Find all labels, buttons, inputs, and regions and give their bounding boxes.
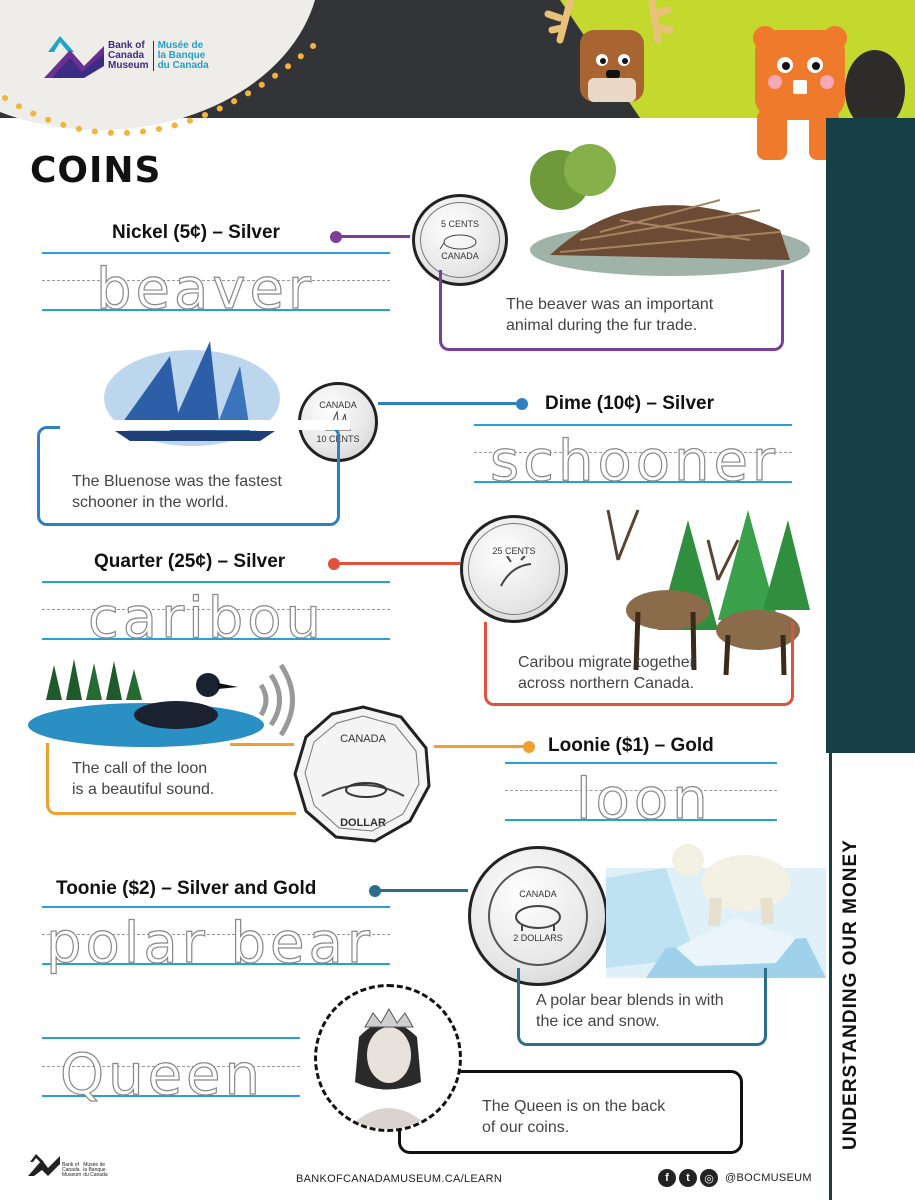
queen-portrait — [314, 984, 462, 1132]
fact-dime: The Bluenose was the fastest schooner in the world. — [72, 473, 282, 511]
coin-name-loonie: Loonie ($1) – Gold — [548, 735, 714, 756]
trace-word-polar-bear: polar bear — [46, 911, 374, 976]
footer-url-link[interactable]: BANKOFCANADAMUSEUM.CA/LEARN — [296, 1173, 503, 1185]
quarter-coin: 25 CENTS — [460, 515, 568, 623]
moose-character-icon — [540, 0, 680, 110]
instagram-icon[interactable]: ◎ — [700, 1169, 718, 1187]
fact-queen: The Queen is on the back of our coins. — [482, 1098, 666, 1136]
facebook-icon[interactable]: f — [658, 1169, 676, 1187]
coin-name-dime: Dime (10¢) – Silver — [545, 393, 714, 414]
logo-text-fr: Musée de la Banque du Canada — [157, 40, 209, 71]
social-links — [658, 1169, 812, 1187]
coin-name-quarter: Quarter (25¢) – Silver — [94, 551, 286, 572]
twitter-icon[interactable]: t — [679, 1169, 697, 1187]
nickel-coin: 5 CENTS CANADA — [412, 194, 508, 286]
museum-logo[interactable] — [44, 32, 209, 80]
fact-nickel: The beaver was an important animal during the fur trade. — [506, 296, 714, 334]
polar-bear-image — [606, 838, 826, 978]
logo-mark-icon — [44, 32, 106, 80]
beaver-icon — [438, 229, 482, 251]
queen-icon — [317, 987, 459, 1129]
fact-loonie: The call of the loon is a beautiful sound. — [72, 760, 215, 798]
loonie-coin — [292, 704, 434, 846]
side-band — [826, 118, 915, 753]
trace-word-beaver: beaver — [96, 257, 315, 322]
caribou-icon — [491, 556, 537, 592]
trace-word-schooner: schooner — [490, 429, 779, 494]
trace-word-loon: loon — [576, 767, 712, 832]
footer-logo-mark-icon — [28, 1150, 60, 1178]
fact-toonie: A polar bear blends in with the ice and snow. — [536, 992, 724, 1030]
loon-image — [26, 655, 301, 750]
logo-text-en: Bank of Canada Museum — [108, 40, 149, 71]
fact-quarter: Caribou migrate together across northern Canada. — [518, 654, 695, 692]
beaver-lodge-image — [520, 140, 810, 280]
trace-word-caribou: caribou — [88, 586, 325, 651]
dime-coin: CANADA 10 CENTS — [298, 382, 378, 462]
footer-logo[interactable]: Bank of Canada Museum Musée de la Banque du Canada — [28, 1150, 108, 1178]
side-label: UNDERSTANDING OUR MONEY — [840, 839, 861, 1150]
svg-text:DOLLAR: DOLLAR — [340, 817, 386, 829]
svg-text:CANADA: CANADA — [340, 733, 386, 745]
coin-name-toonie: Toonie ($2) – Silver and Gold — [56, 878, 317, 899]
social-handle[interactable]: @BOCMUSEUM — [725, 1172, 812, 1184]
toonie-coin: CANADA 2 DOLLARS — [468, 846, 608, 986]
page-title: COINS — [30, 150, 162, 191]
polar-bear-icon — [510, 899, 566, 933]
trace-word-queen: Queen — [60, 1043, 264, 1108]
coin-name-nickel: Nickel (5¢) – Silver — [112, 222, 280, 243]
